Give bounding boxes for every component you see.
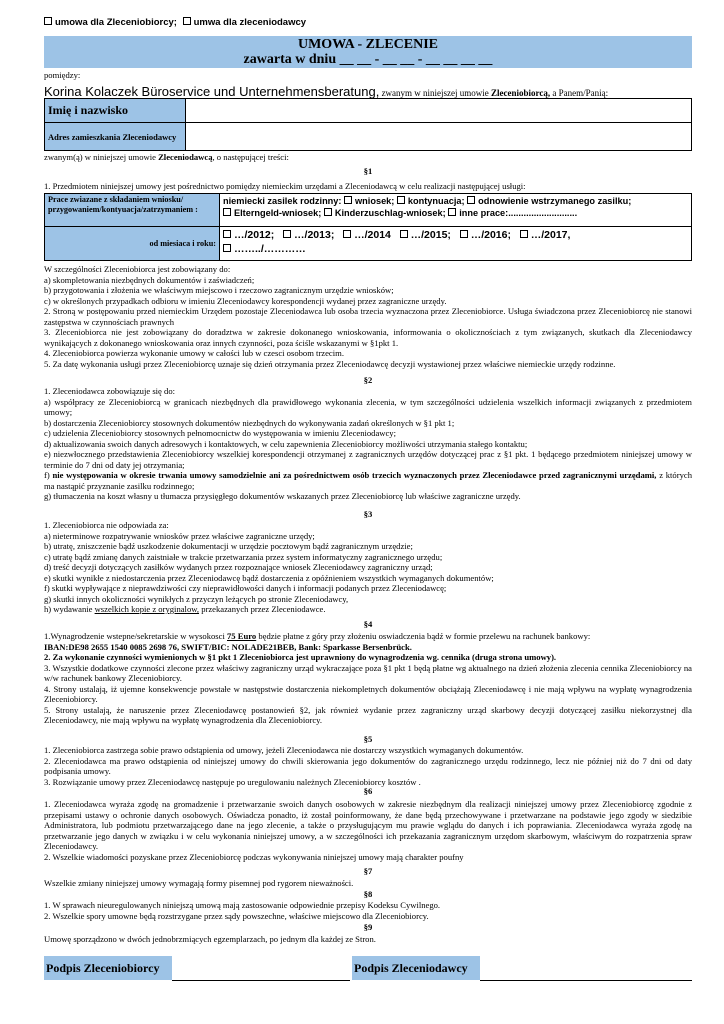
s2-f-c: z których ma nastąpić przyznanie zasilku rodzinnego; <box>44 470 692 491</box>
s1-line: 2. Stroną w postępowaniu przed niemieckim Urzędem pozostaje Zleceniodawca lub osoba trzecia wyznaczona przez Zleceniobiorce. Usługa świadczona przez Zleceniobiorcę nie stanowi zastępstwa w czynnościach prawnych <box>44 306 692 327</box>
year-2013: …/2013; <box>294 229 335 241</box>
section-4-heading: §4 <box>363 619 373 629</box>
address-field[interactable] <box>186 123 692 151</box>
signature-label-client: Podpis Zleceniodawcy <box>352 956 480 980</box>
signature-field-contractor[interactable] <box>172 956 350 981</box>
s1-line: b) przygotowania i złożenia we właściwym miejscowo i rzeczowo zagranicznym urzędzie wniosków; <box>44 285 394 295</box>
service-kinderzuschlag-label: Kinderzuschlag-wniosek; <box>334 208 446 218</box>
s4-bank-details: IBAN:DE98 2655 1540 0085 2698 76, SWIFT/BIC: NOLADE21BEB, Bank: Sparkasse Bersenbrück. <box>44 641 412 652</box>
section-1-body <box>44 264 692 369</box>
contractor-tail-c: a Panem/Panią: <box>550 88 609 98</box>
s5-line: 2. Zleceniodawca ma prawo odstąpienia od niniejszej umowy do chwili skierowania jego dokumentów do zagranicznego urzędu rodzinnego, lecz nie później niż do 7 dni od daty podpisania umowy. <box>44 755 692 776</box>
service-options <box>220 194 692 227</box>
checkbox-contractor-copy[interactable] <box>183 17 191 25</box>
contractor-line <box>44 84 608 99</box>
title-line-1: UMOWA - ZLECENIE <box>297 37 439 52</box>
s1-line: W szczególności Zleceniobiorca jest zobowiązany do: <box>44 264 231 274</box>
section-4-body <box>44 631 692 726</box>
section-3-body <box>44 520 692 615</box>
section-9-heading: §9 <box>363 922 373 932</box>
checkbox-year-2015[interactable] <box>400 230 408 238</box>
signature-field-client[interactable] <box>480 956 692 981</box>
service-box-label: Prace zwiazane z składaniem wniosku/ przygowaniem/kontyuacja/zatrzymaniem : <box>45 194 220 227</box>
signature-row <box>44 956 692 982</box>
name-label: Imię i nazwisko <box>45 99 186 123</box>
checkbox-year-2014[interactable] <box>343 230 351 238</box>
service-family-allowance-label: niemiecki zasilek rodzinny: <box>223 196 342 206</box>
section-8-body <box>44 900 692 921</box>
contractor-tail-b: Zleceniobiorcą, <box>491 88 551 98</box>
year-2012: …/2012; <box>234 229 275 241</box>
signature-label-contractor: Podpis Zleceniobiorcy <box>44 956 172 980</box>
year-2014: …/2014 <box>354 229 391 241</box>
client-called-text <box>44 152 692 163</box>
year-2016: …/2016; <box>470 229 511 241</box>
year-other: ……../………… <box>234 243 306 255</box>
s6-line: 1. Zleceniodawca wyraża zgodę na gromadzenie i przetwarzanie swoich danych osobowych w zakresie niezbędnym dla realizacji niniejszej umowy przez Zleceniobiorcę zgodnie z przepisami ustawy o ochronie danych osobowych. Oświadcza ponadto, iż został poinformowany, że dane będą przechowywane i przetwarzane na podstawie jego zgody w siedzibie Administratora, lub podmiotu przetwarzającego dane na jego zlecenie, a także o przysługującym mu prawie wglądu do danych i ich poprawiania. Zleceniodawca wyraża zgodę na przetwarzanie jego danych w związku i w celu wykonania niniejszej umowy, a w szczególności ich przekazania zagranicznym urzędom skarbowym, właściwym do rozpatrzenia spraw Zleceniodawcy. <box>44 799 692 851</box>
checkbox-year-2013[interactable] <box>283 230 291 238</box>
client-called-a: zwanym(ą) w niniejszej umowie <box>44 152 159 162</box>
contract-type-options <box>44 17 306 28</box>
s5-line: 3. Rozwiązanie umowy przez Zleceniodawcę następuje po uregulowaniu należnych Zleceniobiorcy kosztów . <box>44 776 421 787</box>
section-6-heading: §6 <box>363 786 373 796</box>
between-text: pomiędzy: <box>44 70 81 80</box>
service-elterngeld-label: Elterngeld-wniosek; <box>234 208 322 218</box>
s2-line: c) udzielenia Zleceniobiorcy stosownych pełnomocnictw do występowania w imieniu Zleceniodawcy; <box>44 428 396 438</box>
s4-line-1 <box>44 631 692 642</box>
s2-line: e) niezwłocznego przedstawienia Zleceniobiorcy wszelkiej korespondencji otrzymanej z zagranicznych urzędów dotyczącej prac z §1 pkt. 1 będącego przedmiotem niniejszej umowy w terminie do 7 dni od daty jej otrzymania; <box>44 449 692 470</box>
section-7-heading: §7 <box>363 866 373 876</box>
year-2017: …/2017, <box>530 229 571 241</box>
client-called-b: Zleceniodawcą <box>158 152 213 162</box>
checkbox-elterngeld[interactable] <box>223 208 231 216</box>
s3-line: g) skutki innych okoliczności wynikłych z przyczyn leżących po stronie Zleceniodawcy, <box>44 593 349 604</box>
contractor-company-name: Korina Kolaczek Büroservice und Unternehmensberatung, <box>44 84 380 99</box>
checkbox-year-other[interactable] <box>223 244 231 252</box>
section-6-body <box>44 799 692 862</box>
s3-line: d) treść decyzji dotyczących zasiłków wydanych przez rozpoznające wniosek Zleceniodawcy zagraniczny urząd; <box>44 562 433 572</box>
section-2-heading: §2 <box>363 375 373 385</box>
section-3-heading: §3 <box>363 509 373 519</box>
checkbox-continuation[interactable] <box>397 196 405 204</box>
section-7-body: Wszelkie zmiany niniejszej umowy wymagają formy pisemnej pod rygorem nieważności. <box>44 878 354 888</box>
checkbox-renewal[interactable] <box>467 196 475 204</box>
section-5-heading: §5 <box>363 734 373 744</box>
checkbox-other-work[interactable] <box>448 208 456 216</box>
checkbox-year-2017[interactable] <box>520 230 528 238</box>
service-continuation-label: kontynuacja; <box>407 196 465 206</box>
option-client-copy-label: umowa dla Zleceniobiorcy; <box>55 17 177 28</box>
s4-p1-a: 1.Wynagrodzenie wstepne/sekretarskie w wysokosci <box>44 631 227 641</box>
year-2015: …/2015; <box>410 229 451 241</box>
s4-line: 5. Strony ustalają, że naruszenie przez Zleceniodawcę postanowień §2, jak również wydanie przez zagraniczny urząd skarbowy decyzji dotyczącej zasiłku niekorzystnej dla Zleceniodawcy, nie mają wpływu na wypłatę wynagrodzenia dla Zleceniobiorcy. <box>44 704 692 725</box>
service-selection-table <box>44 193 692 261</box>
period-label: od miesiaca i roku: <box>45 227 220 261</box>
s2-f-a: f) <box>44 470 53 480</box>
s2-line: g) tłumaczenia na koszt własny u tłumacza przysięgłego dokumentów wskazanych przez Zleceniobiorcę lub właściwe zagraniczne urzędy. <box>44 491 521 501</box>
client-called-c: , o następującej treści: <box>212 152 289 162</box>
service-application-label: wniosek; <box>355 196 395 206</box>
s3-line-h <box>44 604 692 615</box>
s3-line: 1. Zleceniobiorca nie odpowiada za: <box>44 520 169 530</box>
contract-title <box>44 36 692 68</box>
section-5-body <box>44 745 692 787</box>
s3-line: f) skutki wypływające z nieprawdziwości czy nieprawidłowości danych i informacji podanych przez Zleceniodawcę; <box>44 583 447 593</box>
s4-line-2: 2. Za wykonanie czynności wymienionych w §1 pkt 1 Zleceniobiorca jest uprawniony do wynagrodzenia wg. cennika (druga strona umowy). <box>44 652 557 662</box>
s1-line: 5. Za datę wykonania usługi przez Zleceniobiorcę uznaje się dzień otrzymania przez Zleceniodawcę decyzji wystawionej przez właściwe niemieckie urzędy rodzinne. <box>44 358 616 369</box>
option-contractor-copy-label: umwa dla zleceniodawcy <box>193 17 307 28</box>
s2-line: a) współpracy ze Zleceniobiorcą w granicach niezbędnych dla prawidłowego wykonania zlecenia, w tym szczególności udzielenia wszelkich informacji związanych z przedmiotem umowy; <box>44 396 692 417</box>
s8-line: 1. W sprawach nieuregulowanych niniejszą umową mają zastosowanie odpowiednie przepisy Kodeksu Cywilnego. <box>44 900 441 910</box>
s1-line: c) w określonych przypadkach odbioru w imieniu Zleceniodawcy korespondencji wydanej przez zagraniczne urzędy. <box>44 295 447 306</box>
s1-line: 4. Zleceniobiorca powierza wykonanie umowy w całości lub w czesci osobom trzecim. <box>44 348 344 358</box>
title-date-line: zawarta w dniu __ __ - __ __ - __ __ __ __ <box>243 52 493 67</box>
s2-f-b: nie występowania w okresie trwania umowy samodzielnie ani za pośrednictwem osób trzecich wyznaczonych przez Zleceniodawce przed zagranicznymi urzędami, <box>52 470 657 480</box>
s2-line: 1. Zleceniodawca zobowiązuje się do: <box>44 386 176 396</box>
s4-p1-c: będzie płatne z góry przy złożeniu oswiadczenia bądź w formie przelewu na rachunek bankowy: <box>256 631 591 641</box>
s6-line: 2. Wszelkie wiadomości pozyskane przez Zleceniobiorcę podczas wykonywania niniejszej umowy mają charakter poufny <box>44 851 464 862</box>
section-2-body <box>44 386 692 502</box>
section-1-heading: §1 <box>363 166 373 176</box>
section-9-body: Umowę sporządzono w dwóch jednobrzmiących egzemplarzach, po jednym dla każdej ze Stron. <box>44 934 376 944</box>
s3-h-c: przekazanych przez Zleceniodawce. <box>199 604 326 614</box>
s4-p1-amount: 75 Euro <box>227 631 257 641</box>
s3-line: e) skutki wynikłe z niedostarczenia przez Zleceniodawcę bądź dostarczenia z opóźnieniem wszystkich wymaganych dokumentów; <box>44 572 494 583</box>
client-identity-table <box>44 98 692 151</box>
checkbox-application[interactable] <box>344 196 352 204</box>
checkbox-year-2012[interactable] <box>223 230 231 238</box>
year-options <box>220 227 692 261</box>
checkbox-kinderzuschlag[interactable] <box>324 208 332 216</box>
section-8-heading: §8 <box>363 889 373 899</box>
s2-line-f <box>44 470 692 491</box>
checkbox-year-2016[interactable] <box>460 230 468 238</box>
service-renewal-label: odnowienie wstrzymanego zasilku; <box>478 196 632 206</box>
contractor-tail-a: zwanym w niniejszej umowie <box>379 88 492 98</box>
s3-h-a: h) wydawanie <box>44 604 95 614</box>
s1-paragraph-1: 1. Przedmiotem niniejszej umowy jest pośrednictwo pomiędzy niemieckim urzędami a Zleceniodawcą w celu realizacji następującej usługi: <box>44 181 526 191</box>
s8-line: 2. Wszelkie spory umowne będą rozstrzygane przez sądy powszechne, właściwe miejscowo dla Zleceniobiorcy. <box>44 910 429 921</box>
s3-line: b) utratę, zniszczenie bądź uszkodzenie dokumentacji w urzędzie pocztowym bądź zagranicznym urzędzie; <box>44 541 413 551</box>
s3-line: c) utratę bądź zmianę danych zaistniałe w trakcie przetwarzania przez system informatyczny zagranicznego urzędu; <box>44 551 443 562</box>
s1-line: 3. Zleceniobiorca nie jest zobowiązany do doradztwa w zakresie dokonanego wnioskowania, informowania o okolicznościach z tym związanych, skutkach dla Zleceniodawcy wynikających z dokonanego wnioskowania oraz innych czynności, poza ściśle wskazanymi w §1pkt 1. <box>44 327 692 348</box>
name-field[interactable] <box>186 99 692 123</box>
s2-line: b) dostarczenia Zleceniobiorcy stosownych dokumentów niezbędnych do wykonywania zadań określonych w §1 pkt 1; <box>44 417 455 428</box>
s4-line: 4. Strony ustalają, iż ujemne konsekwencje powstałe w następstwie dostarczenia niekompletnych dokumentów obciążają Zleceniodawcę i nie mają wpływu na wypłatę wynagrodzenia Zleceniobiorcy. <box>44 683 692 704</box>
s3-line: a) nieterminowe rozpatrywanie wniosków przez właściwe zagraniczne urzędy; <box>44 530 315 541</box>
s4-line: 3. Wszystkie dodatkowe czynności zlecone przez właściwy zagraniczny urząd wykraczające poza §1 pkt 1 będą płatne wg aktualnego na dzień złożenia zlecenia cennika Zleceniobiorcy na w/w rachunek bankowy Zleceniobiorcy. <box>44 662 692 683</box>
service-other-label: inne prace:........................... <box>459 208 578 218</box>
s1-line: a) skompletowania niezbędnych dokumentów i zaświadczeń; <box>44 274 255 285</box>
checkbox-client-copy[interactable] <box>44 17 52 25</box>
address-label: Adres zamieszkania Zleceniodawcy <box>45 123 186 151</box>
s3-h-b: wszelkich kopie z oryginalow, <box>94 604 200 614</box>
s5-line: 1. Zleceniobiorca zastrzega sobie prawo odstąpienia od umowy, jeżeli Zleceniodawca nie dostarczy wszystkich wymaganych dokumentów. <box>44 745 524 755</box>
s2-line: d) aktualizowania swoich danych adresowych i kontaktowych, w celu zapewnienia Zleceniobiorcy możliwości utrzymania stałego kontaktu; <box>44 438 528 449</box>
